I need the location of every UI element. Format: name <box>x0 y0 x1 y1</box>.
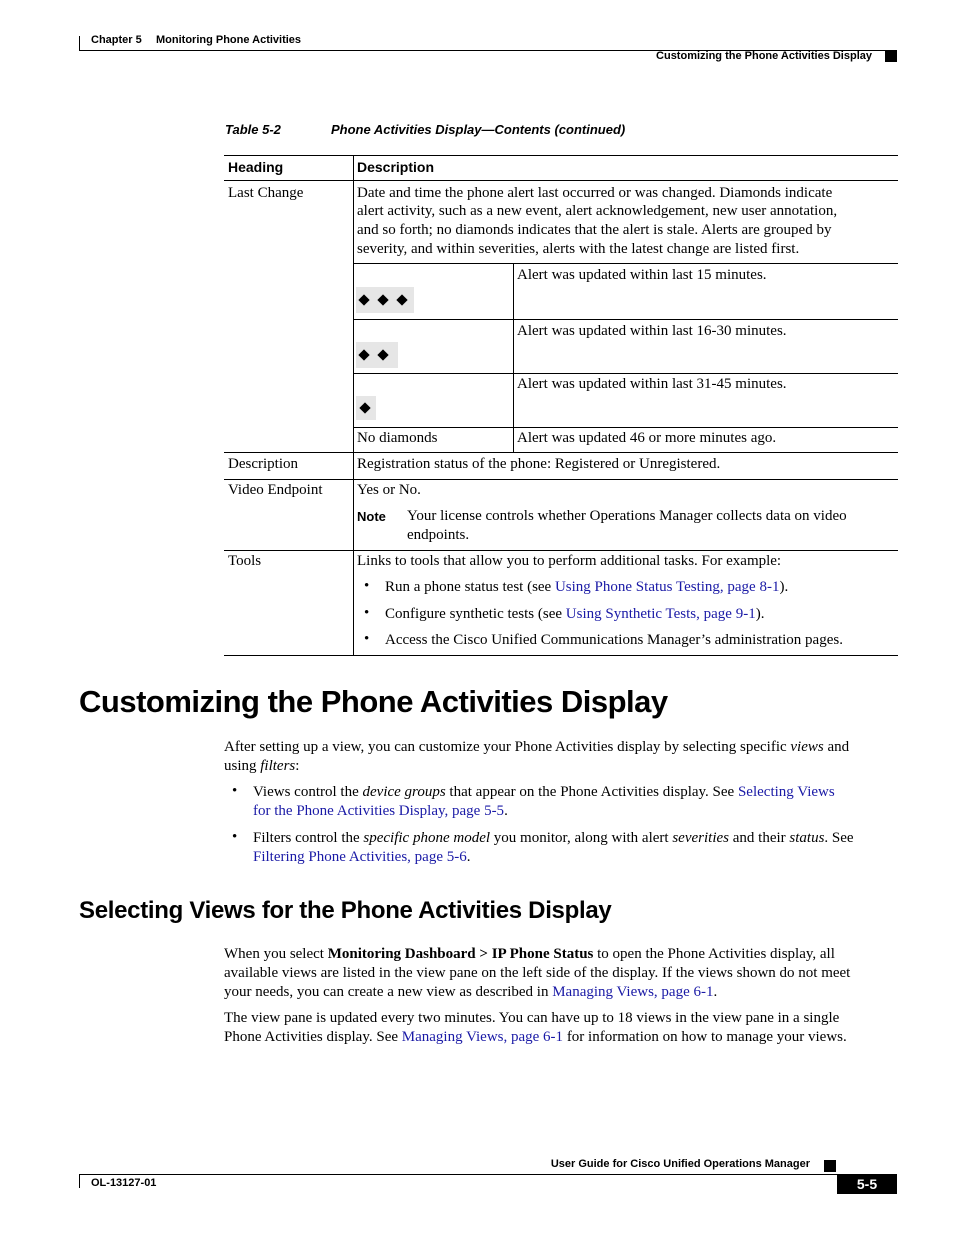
paragraph-line: available views are listed in the view pane on the left side of the display. If the views shown do not meet <box>224 965 851 981</box>
text-span: . <box>713 984 718 1000</box>
tools-intro-text: Links to tools that allow you to perform additional tasks. For example: <box>357 553 782 569</box>
paragraph-line <box>224 983 904 1002</box>
section-title-customizing: Customizing the Phone Activities Display <box>79 684 668 719</box>
text-span: and their <box>729 830 790 846</box>
tools-bullet-synthetic-tests <box>385 605 764 624</box>
filters-bullet <box>253 829 899 867</box>
managing-views-link[interactable]: Managing Views, page 6-1 <box>552 984 714 1000</box>
last-change-description-line: and so forth; no diamonds indicates that the alert is stale. Alerts are grouped by <box>357 222 832 238</box>
footer-left-bar <box>79 1174 80 1188</box>
text-span: Phone Activities display. See <box>224 1029 402 1045</box>
text-span: using <box>224 758 261 774</box>
tools-bullet-phone-status <box>385 578 788 597</box>
text-span: that appear on the Phone Activities display. See <box>445 784 738 800</box>
emphasis-status: status <box>789 830 825 846</box>
table-rule <box>224 655 898 656</box>
bullet-icon: • <box>364 578 370 594</box>
paragraph-line <box>253 802 899 821</box>
text-span: and <box>823 739 850 755</box>
table-column-rule <box>513 263 514 453</box>
header-left-bar <box>79 36 80 50</box>
page-number: 5-5 <box>837 1174 897 1194</box>
footer-doc-id: OL-13127-01 <box>91 1177 157 1189</box>
bullet-icon: • <box>364 605 370 621</box>
paragraph-line <box>253 783 899 802</box>
three-diamonds-icon <box>356 287 414 313</box>
emphasis-filters: filters <box>260 758 296 774</box>
selecting-views-link-continued[interactable]: for the Phone Activities Display, page 5-5 <box>253 803 505 819</box>
text-span: : <box>295 758 300 774</box>
paragraph-line <box>224 945 904 964</box>
two-diamonds-icon <box>356 342 398 368</box>
text-span: When you select <box>224 946 328 962</box>
bullet-icon: • <box>232 829 238 845</box>
selecting-views-paragraph-1 <box>224 945 904 1002</box>
table-rule <box>224 180 898 181</box>
alert-16-30-minutes-text: Alert was updated within last 16-30 minutes. <box>517 323 787 339</box>
phone-status-testing-link[interactable]: Using Phone Status Testing, page 8-1 <box>554 579 780 595</box>
no-diamonds-label: No diamonds <box>357 430 438 446</box>
tools-bullet-text: ). <box>755 606 765 622</box>
menu-path: Monitoring Dashboard > IP Phone Status <box>327 946 594 962</box>
text-span: for information on how to manage your views. <box>563 1029 847 1045</box>
emphasis-device-groups: device groups <box>362 784 446 800</box>
paragraph-line <box>224 738 900 757</box>
paragraph-line <box>224 757 900 776</box>
table-rule <box>224 479 898 480</box>
video-endpoint-text: Yes or No. <box>357 482 421 498</box>
text-span: . <box>466 849 471 865</box>
tools-bullet-text: Configure synthetic tests (see <box>385 606 566 622</box>
description-row-text: Registration status of the phone: Registered or Unregistered. <box>357 456 721 472</box>
last-change-description-line: Date and time the phone alert last occurred or was changed. Diamonds indicate <box>357 185 833 201</box>
last-change-description-line: severity, and within severities, alerts with the latest change are listed first. <box>357 241 800 257</box>
text-span: . <box>504 803 508 819</box>
header-chapter-title: Monitoring Phone Activities <box>156 34 302 46</box>
row-heading-tools: Tools <box>228 553 262 569</box>
table-rule <box>353 263 898 264</box>
footer-rule <box>79 1174 897 1175</box>
paragraph-line: The view pane is updated every two minutes. You can have up to 18 views in the view pane in a single <box>224 1010 840 1026</box>
text-span: your needs, you can create a new view as described in <box>224 984 553 1000</box>
alert-15-minutes-text: Alert was updated within last 15 minutes. <box>517 267 767 283</box>
text-span: After setting up a view, you can customize your Phone Activities display by selecting specific <box>224 739 791 755</box>
emphasis-severities: severities <box>672 830 729 846</box>
tools-bullet-admin-pages: Access the Cisco Unified Communications Manager’s administration pages. <box>385 632 843 648</box>
footer-block <box>824 1160 836 1172</box>
filtering-phone-activities-link[interactable]: Filtering Phone Activities, page 5-6 <box>253 849 467 865</box>
selecting-views-paragraph-2 <box>224 1009 904 1047</box>
alert-46-minutes-text: Alert was updated 46 or more minutes ago. <box>517 430 777 446</box>
table-caption-number: Table 5-2 <box>225 122 281 137</box>
table-rule <box>353 319 898 320</box>
row-heading-description: Description <box>228 456 298 472</box>
table-rule <box>353 427 898 428</box>
text-span: Views control the <box>253 784 363 800</box>
text-span: to open the Phone Activities display, all <box>593 946 835 962</box>
row-heading-video-endpoint: Video Endpoint <box>228 482 323 498</box>
note-text-line: Your license controls whether Operations Manager collects data on video <box>407 508 847 524</box>
table-rule <box>224 550 898 551</box>
paragraph-line <box>224 1028 904 1047</box>
last-change-description-line: alert activity, such as a new event, alert acknowledgement, new user annotation, <box>357 203 838 219</box>
table-column-rule <box>353 155 354 656</box>
customizing-intro-paragraph <box>224 738 900 776</box>
paragraph-line <box>253 848 899 867</box>
text-span: you monitor, along with alert <box>490 830 673 846</box>
table-caption-title: Phone Activities Display—Contents (continued) <box>331 122 626 137</box>
note-text-line: endpoints. <box>407 527 470 543</box>
header-section: Customizing the Phone Activities Display <box>656 50 872 62</box>
paragraph-line <box>253 829 899 848</box>
synthetic-tests-link[interactable]: Using Synthetic Tests, page 9-1 <box>565 606 756 622</box>
views-bullet <box>253 783 899 821</box>
header-block <box>885 50 897 62</box>
column-header-heading: Heading <box>228 159 284 175</box>
table-rule <box>224 452 898 453</box>
footer-guide-title: User Guide for Cisco Unified Operations Manager <box>550 1158 810 1170</box>
managing-views-link[interactable]: Managing Views, page 6-1 <box>401 1029 564 1045</box>
selecting-views-link[interactable]: Selecting Views <box>737 784 835 800</box>
text-span: . See <box>824 830 854 846</box>
tools-bullet-text: ). <box>779 579 789 595</box>
bullet-icon: • <box>232 783 238 799</box>
bullet-icon: • <box>364 631 370 647</box>
header-chapter: Chapter 5 <box>91 34 142 46</box>
note-label: Note <box>357 509 386 524</box>
table-rule <box>353 373 898 374</box>
emphasis-phone-model: specific phone model <box>363 830 491 846</box>
one-diamond-icon <box>356 396 376 420</box>
tools-bullet-text: Run a phone status test (see <box>385 579 555 595</box>
emphasis-views: views <box>790 739 824 755</box>
row-heading-last-change: Last Change <box>228 185 304 201</box>
alert-31-45-minutes-text: Alert was updated within last 31-45 minutes. <box>517 376 787 392</box>
section-title-selecting-views: Selecting Views for the Phone Activities Display <box>79 897 612 924</box>
text-span: Filters control the <box>253 830 364 846</box>
column-header-description: Description <box>357 159 435 175</box>
table-rule <box>224 155 898 156</box>
